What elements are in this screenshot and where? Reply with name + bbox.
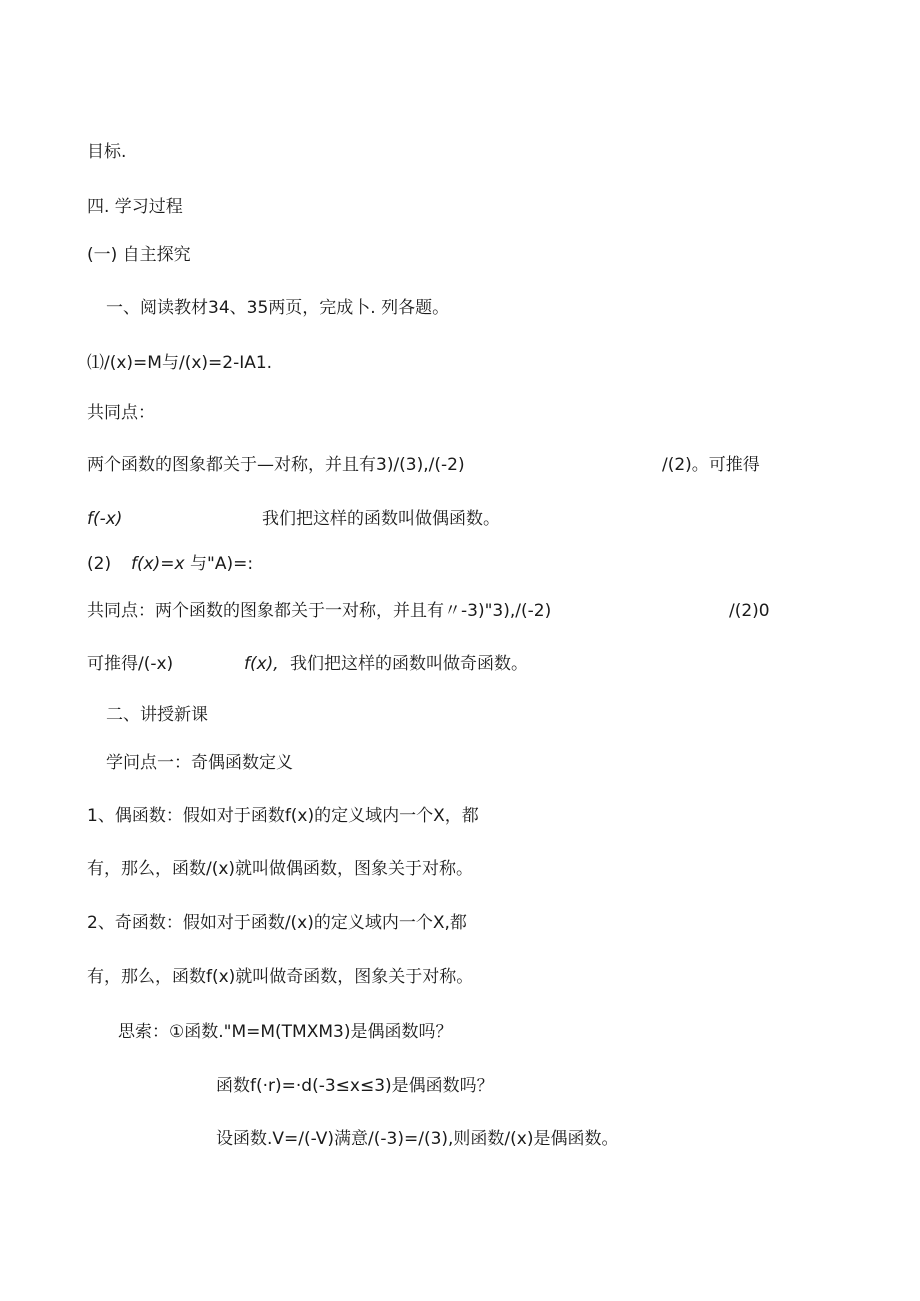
text-line-reading-task: 一、阅读教材34、35两页，完成卜. 列各题。	[106, 298, 450, 318]
text-fragment-item-2-rest: 与"A)=:	[190, 554, 254, 574]
text-fragment-odd-derive: 可推得/(-x)	[87, 654, 174, 674]
text-line-goal: 目标.	[87, 142, 127, 162]
text-line-even-desc: 两个函数的图象都关于—对称，并且有3)/(3),/(-2)	[87, 455, 465, 475]
text-line-odd-function-cont: 有，那么，函数f(x)就叫做奇函数，图象关于对称。	[87, 967, 474, 987]
text-line-even-function-cont: 有，那么，函数/(x)就叫做偶函数，图象关于对称。	[87, 859, 474, 879]
text-line-even-function-def: 1、偶函数：假如对于函数f(x)的定义域内一个X，都	[87, 806, 479, 826]
text-line-item-1: ⑴/(x)=M与/(x)=2-IA1.	[87, 353, 273, 373]
subsection-heading-knowledge-1: 学问点一：奇偶函数定义	[106, 753, 293, 773]
text-line-common-1: 共同点：	[87, 403, 155, 423]
text-line-think-2: 函数f(·r)=·d(-3≤x≤3)是偶函数吗？	[216, 1076, 494, 1096]
text-line-odd-def: 我们把这样的函数叫做奇函数。	[290, 654, 528, 674]
subsection-heading-self-study: (一) 自主探究	[87, 245, 191, 265]
text-fragment-common-2-end: /(2)0	[729, 601, 770, 621]
text-line-common-2: 共同点：两个函数的图象都关于一对称，并且有〃-3)"3),/(-2)	[87, 601, 552, 621]
text-line-even-def: 我们把这样的函数叫做偶函数。	[262, 509, 500, 529]
text-fragment-odd-fx: f(x),	[244, 654, 279, 674]
section-heading-new-lesson: 二、讲授新课	[106, 705, 208, 725]
text-line-think-1: 思索：①函数."M=M(TMXM3)是偶函数吗？	[118, 1022, 453, 1042]
text-fragment-f-neg-x: f(-x)	[87, 509, 123, 529]
text-line-think-3: 设函数.V=/(-V)满意/(-3)=/(3),则函数/(x)是偶函数。	[216, 1129, 619, 1149]
text-fragment-item-2-label: (2)	[87, 554, 112, 574]
text-fragment-even-desc-end: /(2)。可推得	[662, 455, 760, 475]
text-line-odd-function-def: 2、奇函数：假如对于函数/(x)的定义域内一个X,都	[87, 913, 467, 933]
section-heading-process: 四. 学习过程	[87, 197, 183, 217]
text-fragment-item-2-fx: f(x)=x	[131, 554, 185, 574]
